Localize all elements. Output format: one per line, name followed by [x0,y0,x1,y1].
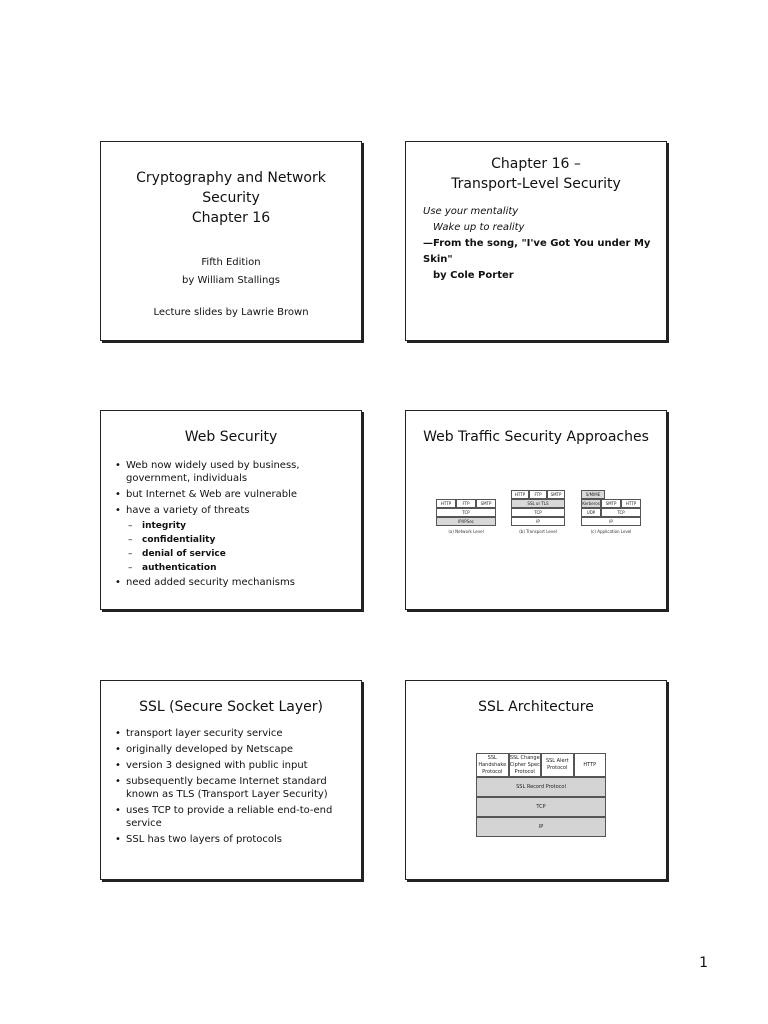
protocol-cell: IP/IPSec [436,517,496,526]
quote-line: Wake up to reality [433,222,525,233]
slide-title [100,141,362,341]
list-item: • transport layer security service [114,727,349,740]
quote-attribution: by Cole Porter [433,270,514,281]
sub-list-item: – denial of service [114,548,344,561]
quote-attribution: —From the song, "I've Got You under My Skin" [423,238,651,265]
protocol-cell: IP [511,517,565,526]
title-line: Chapter 16 [191,210,271,226]
network-level-diagram [436,499,496,534]
sub-list-item: – authentication [114,562,344,575]
sub-list-item: – integrity [114,520,344,533]
title-line: Security [202,190,260,206]
diagram-caption: (c) Application Level [590,529,632,534]
slide-heading: SSL Architecture [478,699,594,715]
transport-level-diagram [511,490,565,534]
author-text: by William Stallings [182,275,280,286]
protocol-cell: IP [581,517,641,526]
list-item: • Web now widely used by business, government, individuals [114,459,344,485]
application-level-diagram [581,490,641,534]
protocol-cell: SSL Handshake Protocol [476,753,509,777]
protocol-cell: Kerberos [582,501,600,506]
ssl-architecture-diagram [476,753,606,837]
slide-title-heading [101,168,361,228]
protocol-cell: UDP [581,508,601,517]
protocol-cell: S/MIME [581,490,605,499]
slide-ssl-architecture [405,680,667,880]
protocol-cell: SMTP [547,490,565,499]
edition-text: Fifth Edition [201,257,261,268]
protocol-cell: FTP [529,490,547,499]
list-item: • need added security mechanisms [114,576,344,589]
slide-heading: Web Traffic Security Approaches [423,429,649,445]
title-line: Transport-Level Security [451,176,621,192]
page-number: 1 [699,955,708,971]
protocol-layer: IP [476,817,606,837]
protocol-cell: TCP [436,508,496,517]
protocol-layer: TCP [476,797,606,817]
protocol-cell: SMTP [476,499,496,508]
protocol-cell: HTTP [621,499,641,508]
protocol-cell: HTTP [511,490,529,499]
edition-block [101,254,361,290]
slide-ssl [100,680,362,880]
protocol-cell: TCP [601,508,641,517]
protocol-cell: TCP [511,508,565,517]
slide-web-traffic-approaches [405,410,667,610]
protocol-cell: SMTP [601,499,621,508]
protocol-layer: SSL Record Protocol [476,777,606,797]
list-item: • uses TCP to provide a reliable end-to-end service [114,804,349,830]
title-line: Chapter 16 – [491,156,581,172]
bullet-list [114,727,349,849]
quote-line: Use your mentality [423,206,519,217]
song-quote [423,204,666,284]
list-item: • version 3 designed with public input [114,759,349,772]
diagram-caption: (a) Network Level [448,529,484,534]
diagram-caption: (b) Transport Level [519,529,557,534]
protocol-cell: HTTP [436,499,456,508]
protocol-cell: SSL Change Cipher Spec Protocol [509,753,542,777]
protocol-cell: FTP [456,499,476,508]
protocol-cell: HTTP [574,753,607,777]
protocol-cell: SSL or TLS [511,499,565,508]
list-item: • originally developed by Netscape [114,743,349,756]
slide-heading: SSL (Secure Socket Layer) [139,699,323,715]
slide-chapter-intro [405,141,667,341]
slide-heading: Web Security [184,429,278,445]
title-line: Cryptography and Network [136,170,326,186]
bullet-list [114,459,344,592]
protocol-cell: SSL Alert Protocol [541,753,574,777]
sub-list-item: – confidentiality [114,534,344,547]
slide-heading [406,154,666,194]
slide-web-security [100,410,362,610]
list-item: • have a variety of threats [114,504,344,517]
list-item: • but Internet & Web are vulnerable [114,488,344,501]
list-item: • subsequently became Internet standard known as TLS (Transport Layer Security) [114,775,349,801]
lecture-credit: Lecture slides by Lawrie Brown [153,307,309,318]
list-item: • SSL has two layers of protocols [114,833,349,846]
